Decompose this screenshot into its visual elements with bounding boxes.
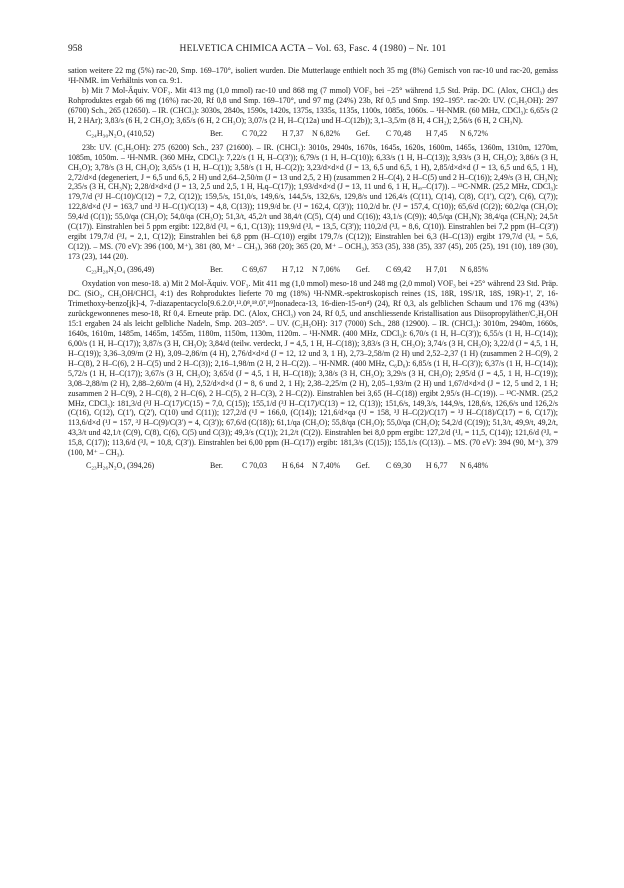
analysis-found-c: C 70,48	[385, 128, 412, 138]
analysis-found-c: C 69,42	[385, 265, 412, 275]
analysis-calc-h: H 7,37	[281, 128, 304, 138]
analysis-calc-label: Ber.	[209, 128, 223, 138]
analysis-found-h: H 7,01	[425, 265, 448, 275]
analysis-found-label: Gef.	[355, 128, 370, 138]
analysis-found-n: N 6,48%	[459, 461, 489, 471]
analysis-found-c: C 69,30	[385, 461, 412, 471]
paragraph-23b-spectra: 23b: UV. (C₂H₅OH): 275 (6200) Sch., 237 (21600). – IR. (CHCl₃): 3010s, 2940s, 1670s, 1645s, 1620s, 1600m, 1465s, 1360m, 1310m, 1270m, 1085m, 1050m. – ¹H-NMR. (360 MHz, CDCl₃): 7,22/s (1 H, H–C(3')); 6,79/s (1 H, H–C(10)); 6,33/s (1 H, H–C(13)); 3,93/s (3 H, CH₃O); 3,86/s (3 H, CH₃O); 3,78/s (3 H, CH₃O); 3,65/s (1 H, H–C(1)); 3,58/s (1 H, H–C(2)); 3,23/d×d×d (J = 13, 6,5 und 6,5, 1 H), 2,85/d×d×d (J = 13, 6,5 und 6,5, 1 H), 2,72/d×d (degeneriert, J = 6,5 und 6,5, 2 H) und 2,64–2,50/m (J = 13 und 2,5, 2 H) (zusammen 2 H–C(4), 2 H–C(5) und 2 H–C(16)); 2,49/s (3 H, CH₃N); 2,35/s (3 H, CH₃N); 2,28/d×d×d (J = 13, 2,5 und 2,5, 1 H, Hₑq–C(17)); 1,93/d×d×d (J = 13, 11 und 6, 1 H, Hₐₓ–C(17)). – ¹³C-NMR. (25,2 MHz, CDCl₃): 179,7/d (³J H–C(10)/C(12) = 7,2, C(12)); 159,5/s, 151,0/s, 149,6/s, 144,5/s, 132,6/s, 129,8/s und 126,4/s (C(11), C(14), C(8), C(1'), C(2'), C(6), C(7)); 122,8/d×d (¹J = 163,7 und ³J H–C(1)/C(13) = 4,8, C(13)); 119,9/d br. (¹J = 162,4, C(3')); 110,2/d br. (¹J = 157,4, C(10)); 65,6/d (C(2)); 60,2/qa (CH₃O); 59,4/d (C(1)); 55,0/qa (CH₃O); 54,0/qa (CH₃O); 51,3/t, 45,2/t und 38,4/t (C(5), C(4) und C(16)); 43,1/s (C(9)); 40,5/qa (CH₃N); 38,4/qa (CH₃N); 24,5/t (C(17)). Einstrahlen bei 5 ppm ergibt: 122,8/d (³Jₑ = 6,1, C(13)); 119,9/d (³Jₑ = 13,5, C(3')); 110,2/d (³Jₑ = 8,6, C(10)). Einstrahlen bei 7,2 ppm (H–C(3')) ergibt 179,7/d (³Jₑ = 2,1, C(12)); Einstrahlen bei 6,8 ppm (H–C(10)) ergibt 179,7/s (C(12)); Einstrahlen bei 6,3 (H–C(13)) ergibt 179,7/d (³Jₑ = 5,6, C(12)). – MS. (70 eV): 396 (100, M⁺), 381 (80, M⁺ – CH₃), 368 (20); 365 (20, M⁺ – OCH₃), 353 (35), 338 (35), 337 (45), 205 (25), 191 (10), 189 (30), 173 (23), 144 (20).	[68, 142, 558, 262]
analysis-calc-n: N 6,82%	[311, 128, 341, 138]
paragraph-oxidation-b: b) Mit 7 Mol-Äquiv. VOF₃. Mit 413 mg (1,0 mmol) rac-10 und 868 mg (7 mmol) VOF₃ bei −25° während 1,5 Std. Präp. DC. (Alox, CHCl₃) des Rohproduktes ergab 66 mg (16%) rac-20, Rf 0,8 und Smp. 169–170°, und 97 mg (24%) 23b, Rf 0,5 und Smp. 192–195°. rac-20: UV. (C₂H₅OH): 297 (6700) Sch., 265 (12650). – IR. (CHCl₃): 3030s, 2840s, 1590s, 1420s, 1375s, 1335s, 1135s, 1100s, 1085s, 1060s. – ¹H-NMR. (60 MHz, CDCl₃): 6,65/s (2 H, 2 HAr); 3,83/s (6 H, 2 CH₃O); 3,65/s (6 H, 2 CH₃O); 3,07/s (2 H, H–C(12a) und H–C(12b)); 3,1–3,5/m (8 H, 4 CH₂); 2,56/s (6 H, 2 CH₃N).	[68, 85, 558, 125]
analysis-formula: C₂₃H₂₈N₂O₄ (396,49)	[86, 265, 155, 275]
paragraph-meso-18-oxidation: Oxydation von meso-18. a) Mit 2 Mol-Äquiv. VOF₃. Mit 411 mg (1,0 mmol) meso-18 und 248 mg (2,0 mmol) VOF₃ bei +25° während 23 Std. Präp. DC. (SiO₂, CH₃OH/CHCl₃ 4:1) des Rohproduktes lieferte 70 mg (18%) ¹H-NMR.-spektroskopisch reines (1S, 18R, 19S/1R, 18S, 19R)-1', 2', 16-Trimethoxy-benzo[jk]-4, 7-diazapentacyclo[9.6.2.0¹,¹³.0⁸,¹⁸.0⁷,¹⁹]nonadeca-13, 16-dien-15-on⁴) (24), Rf 0,3, als gelblichen Schaum und 176 mg (43%) zurückgewonnenes meso-18, Rf 0,4. Erneute präp. DC. (Alox, CHCl₃) von 24, Rf 0,5, und anschliessende Kristallisation aus Diisopropyläther/C₂H₅OH 15:1 ergaben 24 als leicht gelbliche Nadeln, Smp. 203–205°. – UV. (C₂H₅OH): 317 (7000) Sch., 288 (12900). – IR. (CHCl₃): 3010m, 2940m, 1660s, 1640s, 1610m, 1485m, 1465m, 1455m, 1180m, 1150m, 1130m, 1120m. – ¹H-NMR. (400 MHz, CDCl₃): 6,70/s (1 H, H–C(3')); 6,55/s (1 H, H–C(14)); 6,00/s (1 H, H–C(17)); 3,87/s (3 H, CH₃O); 3,84/d (teilw. verdeckt, J = 4,5, 1 H, H–C(18)); 3,83/s (3 H, CH₃O); 3,74/s (3 H, CH₃O); 3,22/d (J = 4,5, 1 H, H–C(19)); 3,36–3,09/m (2 H), 3,09–2,86/m (4 H), 2,76/d×d×d (J = 12, 12 und 3, 1 H), 2,73–2,58/m (2 H) und 2,52–2,37 (1 H) (zusammen 2 H–C(9), 2 H–C(8), 2 H–C(6), 2 H–C(5) und 2 H–C(3)); 2,16–1,98/m (2 H, 2 H–C(2)). – ¹H-NMR. (400 MHz, C₆D₆): 6,85/s (1 H, H–C(3')); 6,37/s (1 H, H–C(14)); 5,72/s (1 H, H–C(17)); 3,67/s (3 H, CH₃O); 3,65/d (J = 4,5, 1 H, H–C(18)); 3,38/s (3 H, CH₃O); 3,29/s (3 H, CH₃O); 2,95/d (J = 4,5, 1 H, H–C(19)); 3,08–2,88/m (2 H), 2,88–2,60/m (4 H), 2,52/d×d×d (J = 8, 6 und 2, 1 H); 2,38–2,25/m (2 H), 2,05–1,93/m (2 H) und 1,67/d×d×d (J = 12, 5 und 2, 1 H; zusammen 2 H–C(9), 2 H–C(8), 2 H–C(6), 2 H–C(5), 2 H–C(3), 2 H–C(2)). Einstrahlen bei 3,65 (H–C(18)) ergibt 2,95/s (H–C(19)). – ¹³C-NMR. (25,2 MHz, CDCl₃): 181,3/d (³J H–C(17)/C(15) = 7,0, C(15)); 155,1/d (³J H–C(17)/C(13) = 12, C(13)); 151,6/s, 149,3/s, 144,9/s, 128,6/s, 126,6/s und 126,2/s (C(16), C(12), C(1'), C(2'), C(10) und C(11)); 127,2/d (¹J = 166,0, (C(14)); 121,6/d×qa (¹J = 158, ³J H–C(2)/C(17) = ³J H–C(18)/C(17) = 6, C(17)); 113,6/d×d (¹J = 157, ³J H–C(9)/C(3') = 4, C(3')); 67,6/d (C(18)); 61,1/qa (CH₃O); 55,8/qa (CH₃O); 55,0/qa (CH₃O); 54,2/d (C(19)); 51,3/t, 49,9/t, 49,2/t, 43,3/t und 42,1/t (C(9), C(8), C(6), C(5) und C(3)); 49,3/s (C(1)); 21,2/t (C(2)). Einstrahlen bei 8,0 ppm ergibt: 127,2/d (¹Jₑ = 11,5, C(14)); 121,6/d (³Jₑ = 15,8, C(17)); 113,6/d (³Jₑ = 10,8, C(3')). Einstrahlen bei 6,00 ppm (H–C(17)) ergibt: 181,3/s (C(15)); 155,1/s (C(13)). – MS. (70 eV): 394 (90, M⁺), 379 (100, M⁺ – CH₃).	[68, 279, 558, 458]
analysis-calc-label: Ber.	[209, 265, 223, 275]
analysis-calc-c: C 69,67	[241, 265, 268, 275]
running-header	[68, 44, 558, 58]
elemental-analysis-3	[86, 461, 558, 471]
analysis-calc-c: C 70,22	[241, 128, 268, 138]
analysis-formula: C₂₃H₂₆N₂O₄ (394,26)	[86, 461, 155, 471]
analysis-found-n: N 6,72%	[459, 128, 489, 138]
page-number: 958	[68, 44, 83, 54]
analysis-calc-n: N 7,40%	[311, 461, 341, 471]
analysis-found-label: Gef.	[355, 265, 370, 275]
analysis-calc-h: H 6,64	[281, 461, 304, 471]
journal-page	[68, 44, 558, 475]
elemental-analysis-1	[86, 129, 558, 139]
analysis-found-h: H 6,77	[425, 461, 448, 471]
analysis-calc-label: Ber.	[209, 461, 223, 471]
paragraph-continuation: sation weitere 22 mg (5%) rac-20, Smp. 169–170°, isoliert wurden. Die Mutterlauge enthielt noch 35 mg (8%) Gemisch von rac-10 und rac-20, gemäss ¹H-NMR. im Verhältnis von ca. 9:1.	[68, 66, 558, 85]
analysis-calc-c: C 70,03	[241, 461, 268, 471]
analysis-found-h: H 7,45	[425, 128, 448, 138]
analysis-found-n: N 6,85%	[459, 265, 489, 275]
analysis-calc-n: N 7,06%	[311, 265, 341, 275]
elemental-analysis-2	[86, 265, 558, 275]
analysis-found-label: Gef.	[355, 461, 370, 471]
analysis-calc-h: H 7,12	[281, 265, 304, 275]
journal-title: HELVETICA CHIMICA ACTA – Vol. 63, Fasc. 4 (1980) – Nr. 101	[179, 44, 447, 54]
analysis-formula: C₂₄H₃₀N₂O₄ (410,52)	[86, 128, 155, 138]
